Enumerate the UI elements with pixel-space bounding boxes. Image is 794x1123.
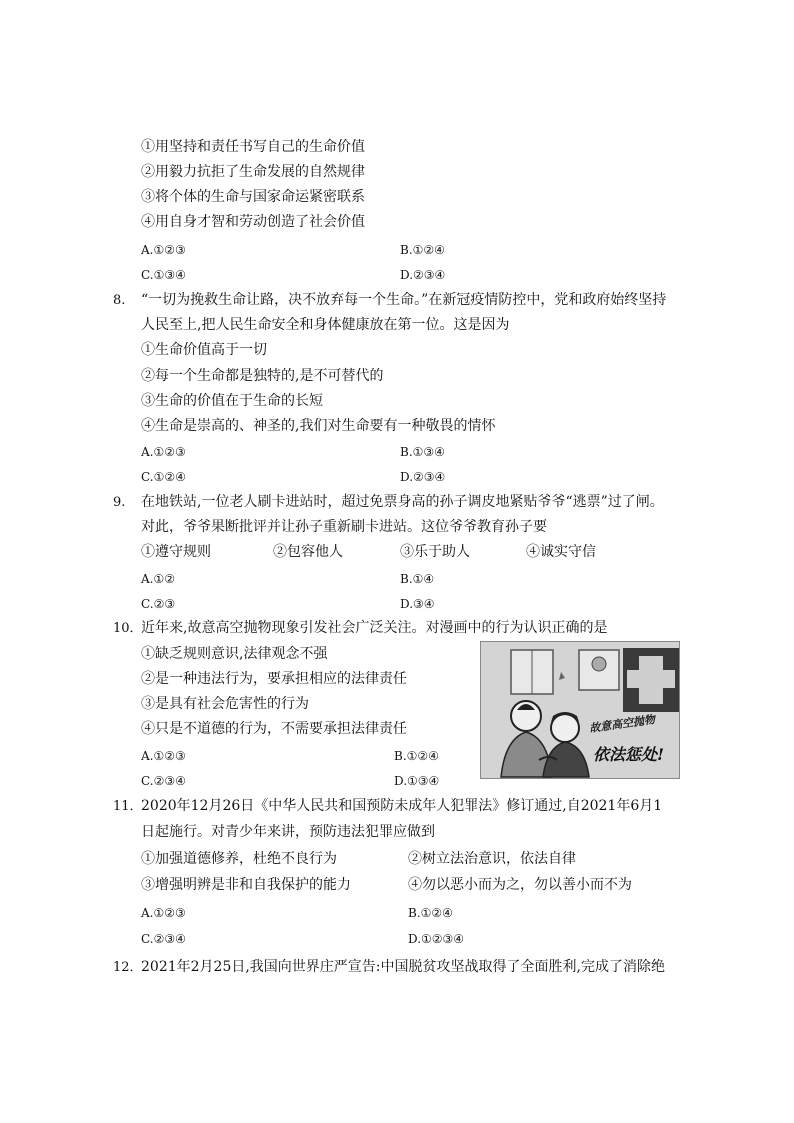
q11-option-a[interactable]: A.①②③ <box>141 906 186 920</box>
cartoon-sign-text: 故意高空抛物 <box>588 712 656 736</box>
q10-option-c[interactable]: C.②③④ <box>141 774 186 788</box>
q9-option-a[interactable]: A.①② <box>141 572 175 586</box>
q11-number: 11． <box>113 799 143 814</box>
q9-stem-line-1: 在地铁站,一位老人刷卡进站时，超过免票身高的孙子调皮地紧贴爷爷“逃票”过了闸。 <box>141 494 664 510</box>
q12-number: 12． <box>113 960 143 975</box>
q10-option-b[interactable]: B.①②④ <box>394 749 439 763</box>
q8-item-2: ②每一个生命都是独特的,是不可替代的 <box>141 368 384 384</box>
q10-item-3: ③是具有社会危害性的行为 <box>141 696 309 712</box>
q7-item-4: ④用自身才智和劳动创造了社会价值 <box>141 214 365 230</box>
q11-option-b[interactable]: B.①②④ <box>408 906 453 920</box>
q10-option-d[interactable]: D.①③④ <box>394 774 440 788</box>
q7-item-3: ③将个体的生命与国家命运紧密联系 <box>141 189 365 205</box>
q9-option-c[interactable]: C.②③ <box>141 597 176 611</box>
q10-item-4: ④只是不道德的行为，不需要承担法律责任 <box>141 721 407 737</box>
q9-item-1: ①遵守规则 <box>141 544 211 560</box>
q11-option-d[interactable]: D.①②③④ <box>408 932 465 946</box>
q7-option-a[interactable]: A.①②③ <box>141 243 186 257</box>
q8-number: 8. <box>113 293 126 308</box>
q11-item-4: ④勿以恶小而为之，勿以善小而不为 <box>408 877 632 893</box>
q10-stem-line-1: 近年来,故意高空抛物现象引发社会广泛关注。对漫画中的行为认识正确的是 <box>141 620 608 636</box>
q7-option-b[interactable]: B.①②④ <box>400 243 445 257</box>
q12-stem-line-1: 2021年2月25日,我国向世界庄严宣告:中国脱贫攻坚战取得了全面胜利,完成了消除绝 <box>141 959 665 975</box>
q9-option-b[interactable]: B.①④ <box>400 572 435 586</box>
q11-option-c[interactable]: C.②③④ <box>141 932 186 946</box>
cartoon-caption: 依法惩处! <box>593 745 665 764</box>
q8-stem-line-1: “一切为挽救生命让路，决不放弃每一个生命。”在新冠疫情防控中，党和政府始终坚持 <box>141 292 667 308</box>
q8-item-1: ①生命价值高于一切 <box>141 342 267 358</box>
q8-item-3: ③生命的价值在于生命的长短 <box>141 393 323 409</box>
q8-option-d[interactable]: D.②③④ <box>400 470 446 484</box>
q11-item-2: ②树立法治意识，依法自律 <box>408 851 576 867</box>
q11-item-3: ③增强明辨是非和自我保护的能力 <box>141 877 351 893</box>
q8-item-4: ④生命是崇高的、神圣的,我们对生命要有一种敬畏的情怀 <box>141 418 496 434</box>
q11-stem-line-1: 2020年12月26日《中华人民共和国预防未成年人犯罪法》修订通过,自2021年6月1 <box>141 798 663 814</box>
q7-item-2: ②用毅力抗拒了生命发展的自然规律 <box>141 164 365 180</box>
q11-item-1: ①加强道德修养，杜绝不良行为 <box>141 851 337 867</box>
q11-stem-line-2: 日起施行。对青少年来讲，预防违法犯罪应做到 <box>141 824 435 840</box>
q9-option-d[interactable]: D.③④ <box>400 597 435 611</box>
q8-option-a[interactable]: A.①②③ <box>141 445 186 459</box>
q7-item-1: ①用坚持和责任书写自己的生命价值 <box>141 139 365 155</box>
q10-number: 10． <box>113 621 143 636</box>
q10-item-2: ②是一种违法行为，要承担相应的法律责任 <box>141 671 407 687</box>
q9-stem-line-2: 对此，爷爷果断批评并让孙子重新刷卡进站。这位爷爷教育孙子要 <box>141 519 547 535</box>
q9-item-3: ③乐于助人 <box>400 544 470 560</box>
q9-item-4: ④诚实守信 <box>526 544 596 560</box>
cartoon-image <box>480 641 680 779</box>
q7-option-d[interactable]: D.②③④ <box>400 268 446 282</box>
q9-item-2: ②包容他人 <box>273 544 343 560</box>
q8-option-b[interactable]: B.①③④ <box>400 445 445 459</box>
q10-item-1: ①缺乏规则意识,法律观念不强 <box>141 646 328 662</box>
q7-option-c[interactable]: C.①③④ <box>141 268 186 282</box>
q10-option-a[interactable]: A.①②③ <box>141 749 186 763</box>
q8-option-c[interactable]: C.①②④ <box>141 470 186 484</box>
q8-stem-line-2: 人民至上,把人民生命安全和身体健康放在第一位。这是因为 <box>141 317 510 333</box>
q9-number: 9. <box>113 495 126 510</box>
window-person <box>592 657 606 671</box>
